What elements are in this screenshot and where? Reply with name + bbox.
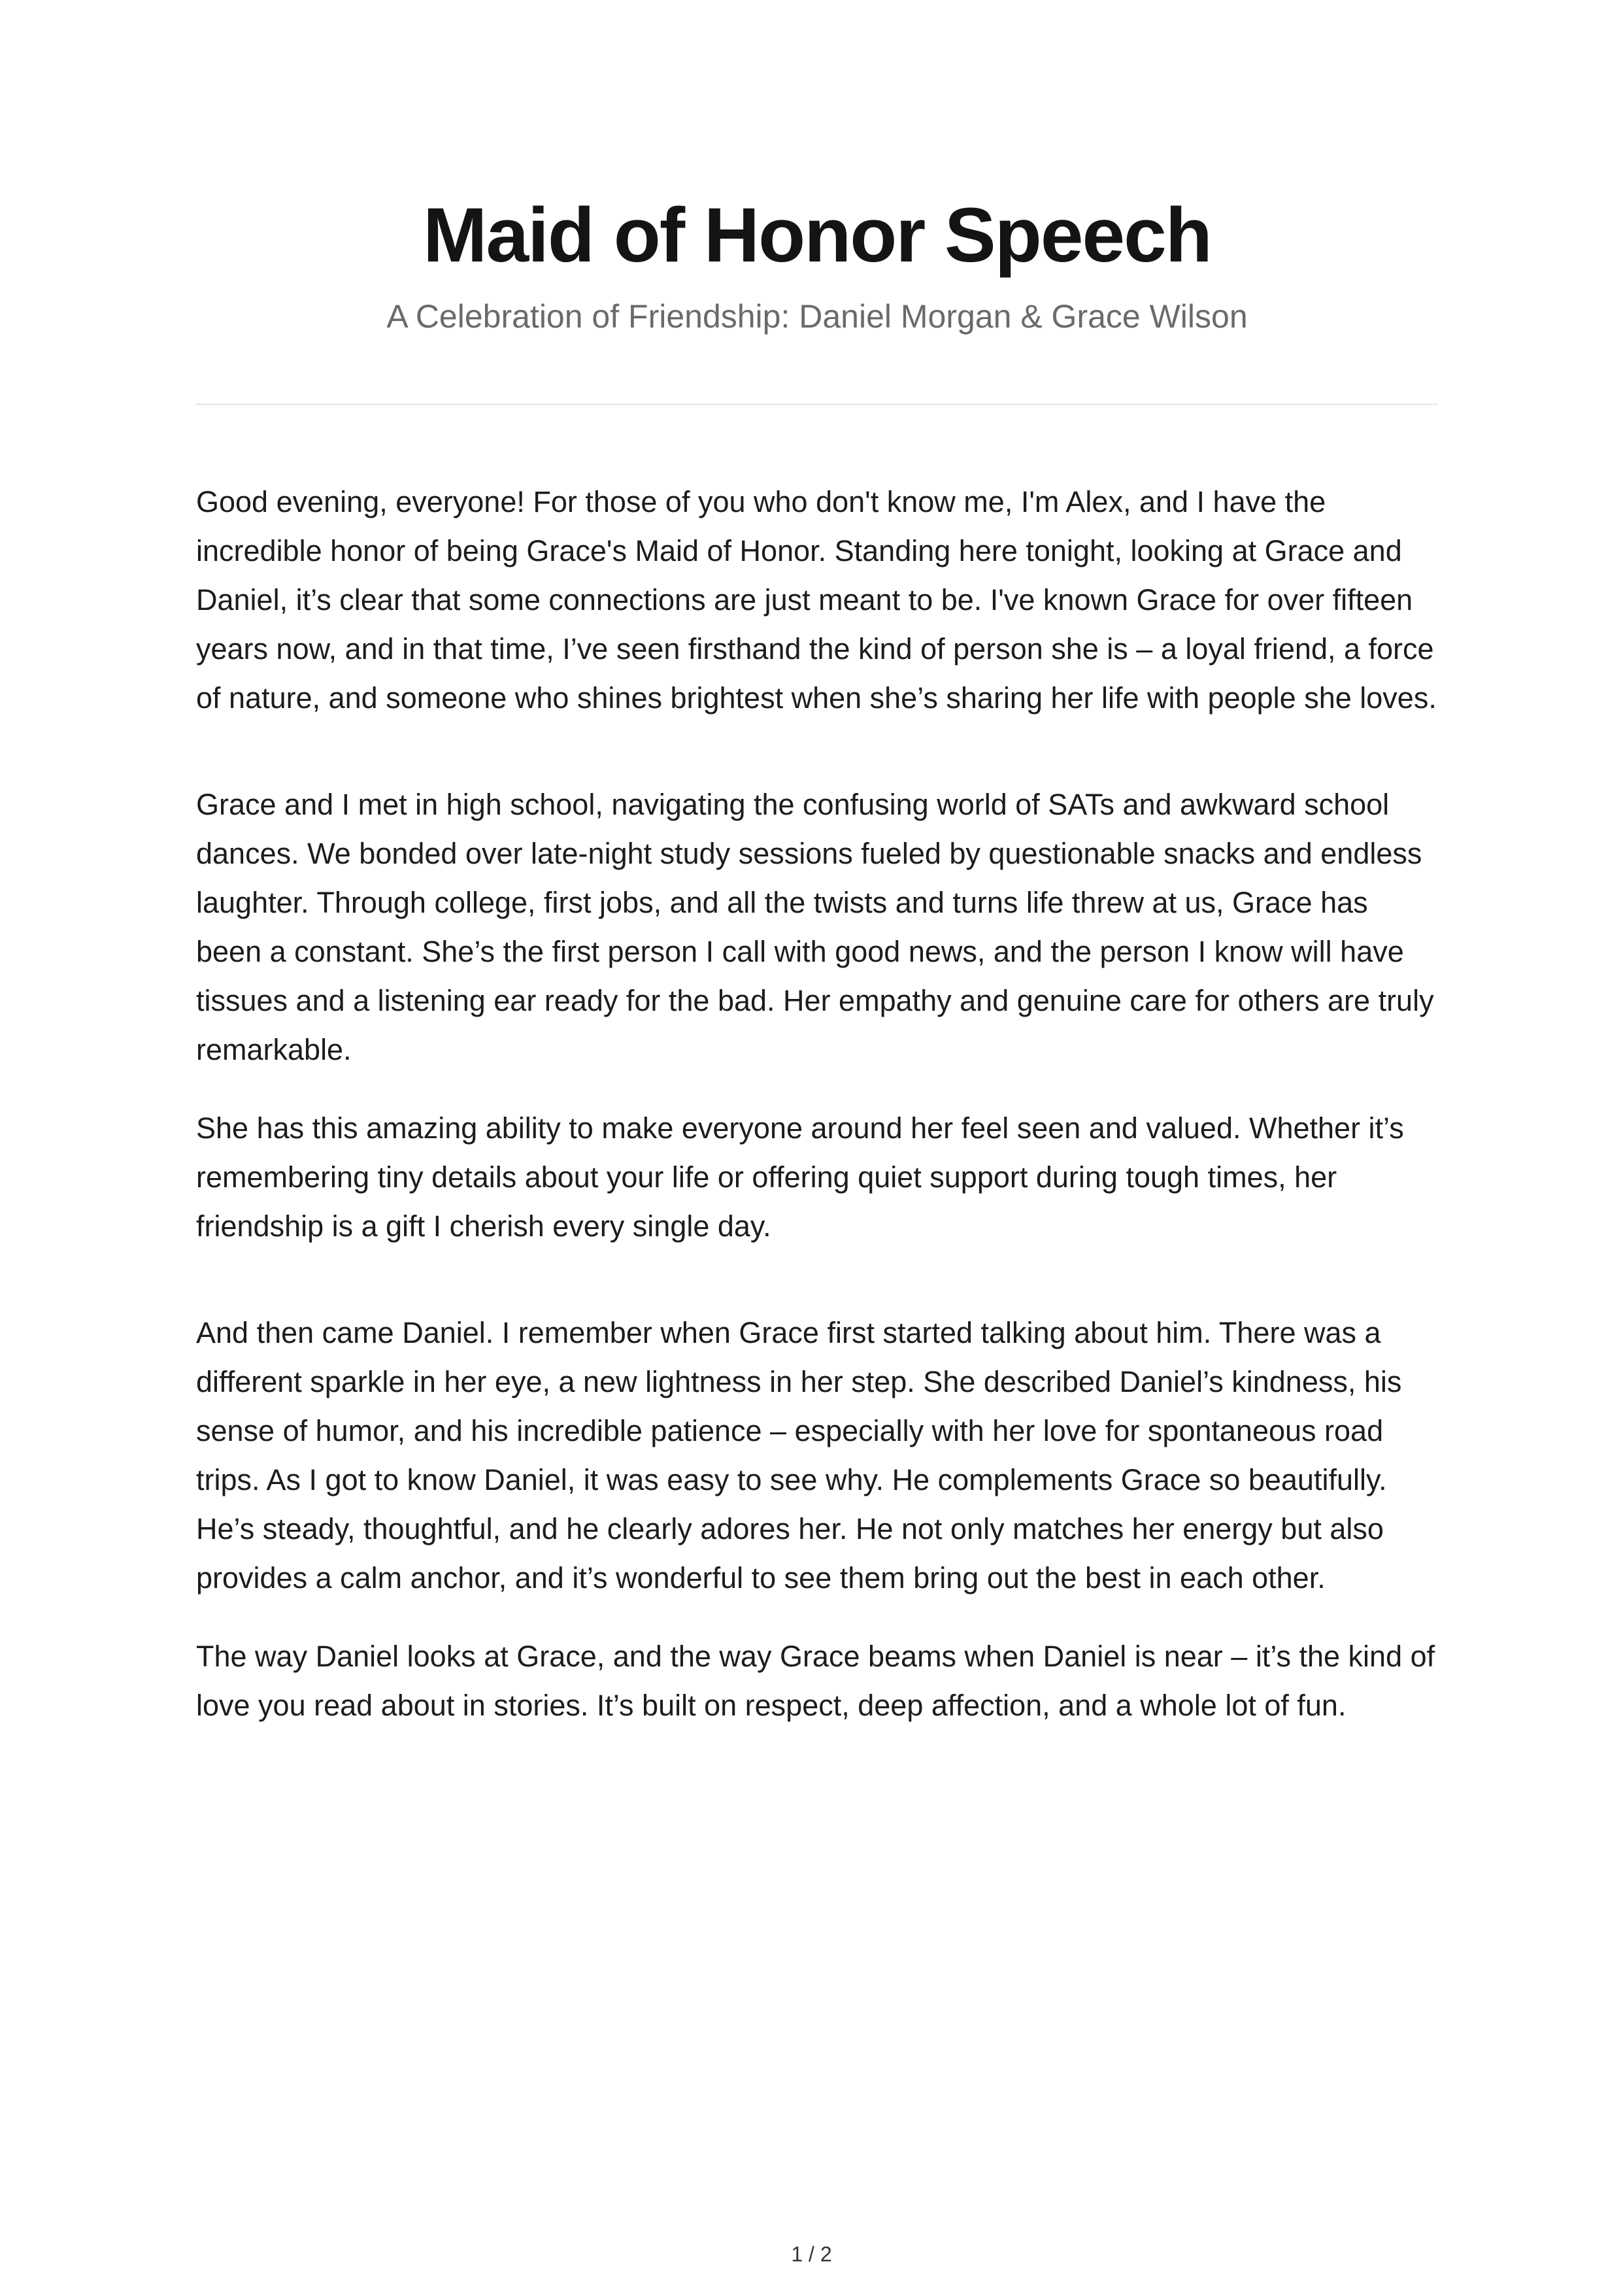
paragraph-gap — [196, 1602, 1438, 1632]
paragraph-friendship: Grace and I met in high school, navigating the confusing world of SATs and awkward school dances. We bonded over late-night study sessions fueled by questionable snacks and endless laughter. Through college, first jobs, and all the twists and turns life threw at us, Grace has been a constant. She’s the first person I call with good news, and the person I know will have tissues and a listening ear ready for the bad. Her empathy and genuine care for others are truly remarkable. — [196, 788, 1434, 1066]
page-number: 1 / 2 — [791, 2242, 832, 2266]
section-gap — [196, 1251, 1438, 1308]
header-divider — [196, 403, 1438, 405]
paragraph-daniel: And then came Daniel. I remember when Grace first started talking about him. There was a different sparkle in her eye, a new lightness in her step. She described Daniel’s kindness, his sense of humor, and his incredible patience – especially with her love for spontaneous road trips. As I got to know Daniel, it was easy to see why. He complements Grace so beautifully. He’s steady, thoughtful, and he clearly adores her. He not only matches her energy but also provides a calm anchor, and it’s wonderful to see them bring out the best in each other. — [196, 1316, 1402, 1595]
page-subtitle: A Celebration of Friendship: Daniel Morgan & Grace Wilson — [386, 298, 1248, 335]
paragraph-gap — [196, 1074, 1438, 1104]
paragraph-intro: Good evening, everyone! For those of you who don't know me, I'm Alex, and I have the incredible honor of being Grace's Maid of Honor. Standing here tonight, looking at Grace and Daniel, it’s clear that some connections are just meant to be. I've known Grace for over fifteen years now, and in that time, I’ve seen firsthand the kind of person she is – a loyal friend, a force of nature, and someone who shines brightest when she’s sharing her life with people she loves. — [196, 485, 1437, 715]
section-gap — [196, 722, 1438, 780]
speech-body — [196, 477, 1438, 1730]
paragraph-qualities: She has this amazing ability to make everyone around her feel seen and valued. Whether it’s remembering tiny details about your life or offering quiet support during tough times, her friendship is a gift I cherish every single day. — [196, 1111, 1404, 1243]
document-header — [196, 190, 1438, 337]
page-title: Maid of Honor Speech — [423, 192, 1211, 279]
paragraph-love: The way Daniel looks at Grace, and the way Grace beams when Daniel is near – it’s the kind of love you read about in stories. It’s built on respect, deep affection, and a whole lot of fun. — [196, 1640, 1435, 1722]
